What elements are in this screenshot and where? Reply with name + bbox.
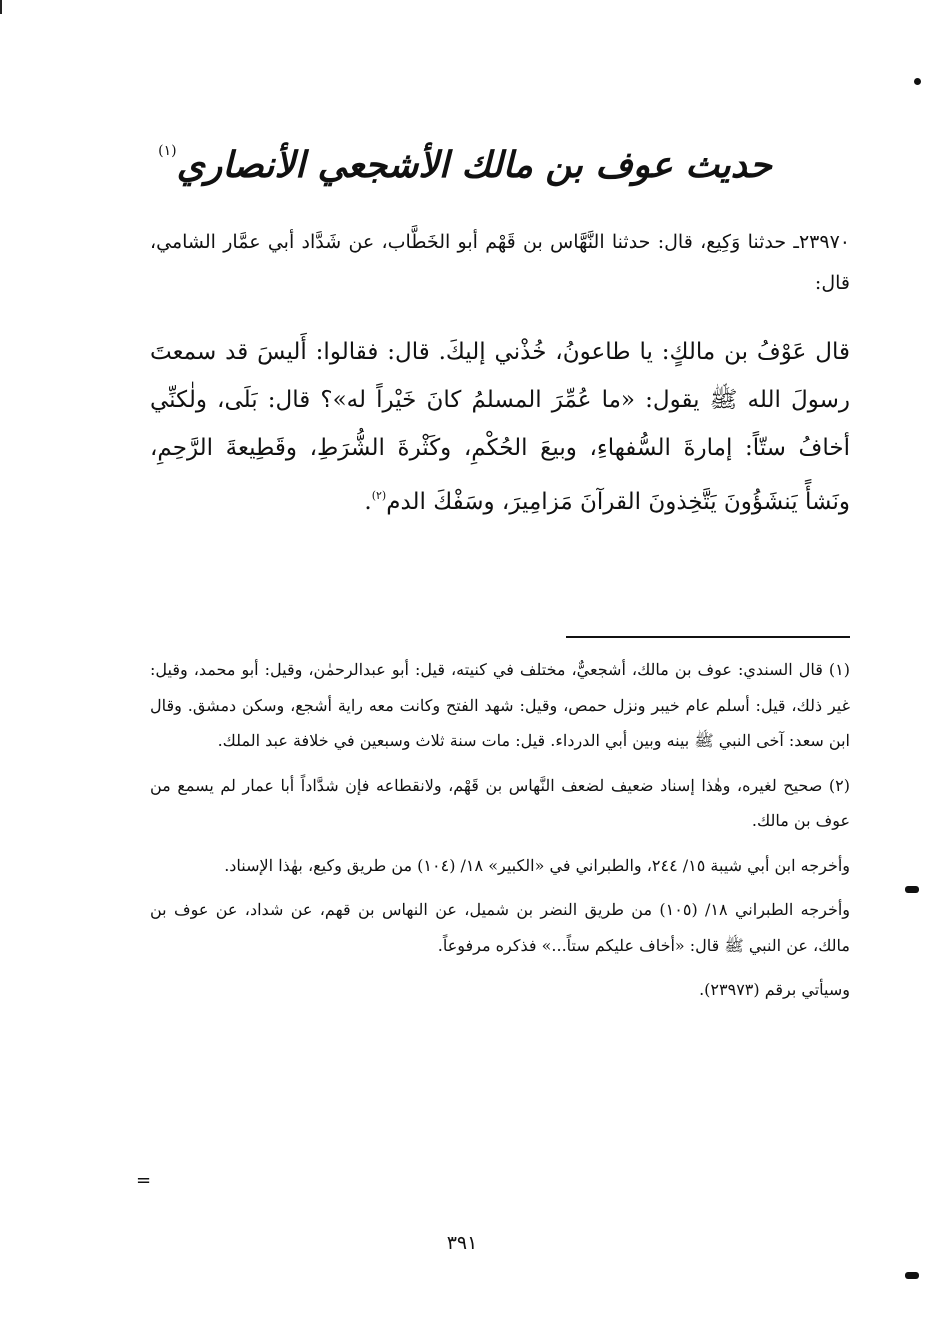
footnote-2-crossref: وسيأتي برقم (٢٣٩٧٣). — [699, 980, 850, 999]
scan-mark-dot — [914, 78, 921, 85]
chapter-title — [150, 118, 780, 198]
hadith-isnad: ٢٣٩٧٠ـ حدثنا وَكِيع، قال: حدثنا النَّهَّاس بن قَهْم أبو الخَطَّاب، عن شَدَّاد أبي عمَّار الشامي، قال: — [150, 231, 850, 294]
footnote-separator — [566, 636, 850, 638]
matn-footnote-ref: (٢) — [371, 489, 387, 502]
scan-mark-dash — [905, 1272, 919, 1279]
matn-end-period: . — [364, 489, 372, 515]
footnote-1: (١) قال السندي: عوف بن مالك، أشجعيٌّ، مختلف في كنيته، قيل: أبو عبدالرحمٰن، وقيل: أبو محمد، وقيل: غير ذلك، قيل: أسلم عام خيبر ونزل حمص، وقيل: شهد الفتح وكانت معه راية أشجع، وسكن دمشق. وقال ابن سعد: آخى النبي ﷺ بينه وبين أبي الدرداء. قيل: مات سنة ثلاث وسبعين في خلافة عبد الملك. — [150, 660, 850, 750]
footnotes — [150, 652, 850, 1017]
continuation-mark: = — [136, 1170, 152, 1191]
scan-edge-line — [0, 0, 2, 14]
footnote-2-source-b: وأخرجه الطبراني ١٨/ (١٠٥) من طريق النضر بن شميل، عن النهاس بن قهم، عن شداد، عن عوف بن مالك، عن النبي ﷺ قال: «أخاف عليكم ستاً...» فذكره مرفوعاً. — [150, 900, 851, 955]
footnote-2: (٢) صحيح لغيره، وهٰذا إسناد ضعيف لضعف النَّهاس بن قَهْم، ولانقطاعه فإن شدَّاداً أبا عمار لم يسمع من عوف بن مالك. — [150, 775, 851, 830]
page-number: ٣٩١ — [446, 1232, 478, 1254]
title-footnote-ref: (١) — [158, 143, 177, 159]
chapter-title-text: حديث عوف بن مالك الأشجعي الأنصاري — [176, 144, 772, 186]
hadith-matn-text: قال عَوْفُ بن مالكٍ: يا طاعونُ، خُذْني إليكَ. قال: فقالوا: أَليسَ قد سمعتَ رسولَ الله ﷺ يقول: «ما عُمِّرَ المسلمُ كانَ خَيْراً له»؟ قال: بَلَى، ولٰكنِّي أخافُ ستّاً: إمارةَ السُّفهاءِ، وبيعَ الحُكْمِ، وكَثْرةَ الشُّرَطِ، وقَطِيعةَ الرَّحِمِ، ونَشأً يَنشَؤُونَ يَتَّخِذونَ القرآنَ مَزامِيرَ، وسَفْكَ الدم — [150, 339, 850, 515]
footnote-2-source-a: وأخرجه ابن أبي شيبة ١٥/ ٢٤٤، والطبراني في «الكبير» ١٨/ (١٠٤) من طريق وكيع، بهٰذا الإسناد. — [224, 855, 850, 875]
hadith-matn — [150, 328, 850, 526]
scan-mark-dash — [905, 886, 919, 893]
